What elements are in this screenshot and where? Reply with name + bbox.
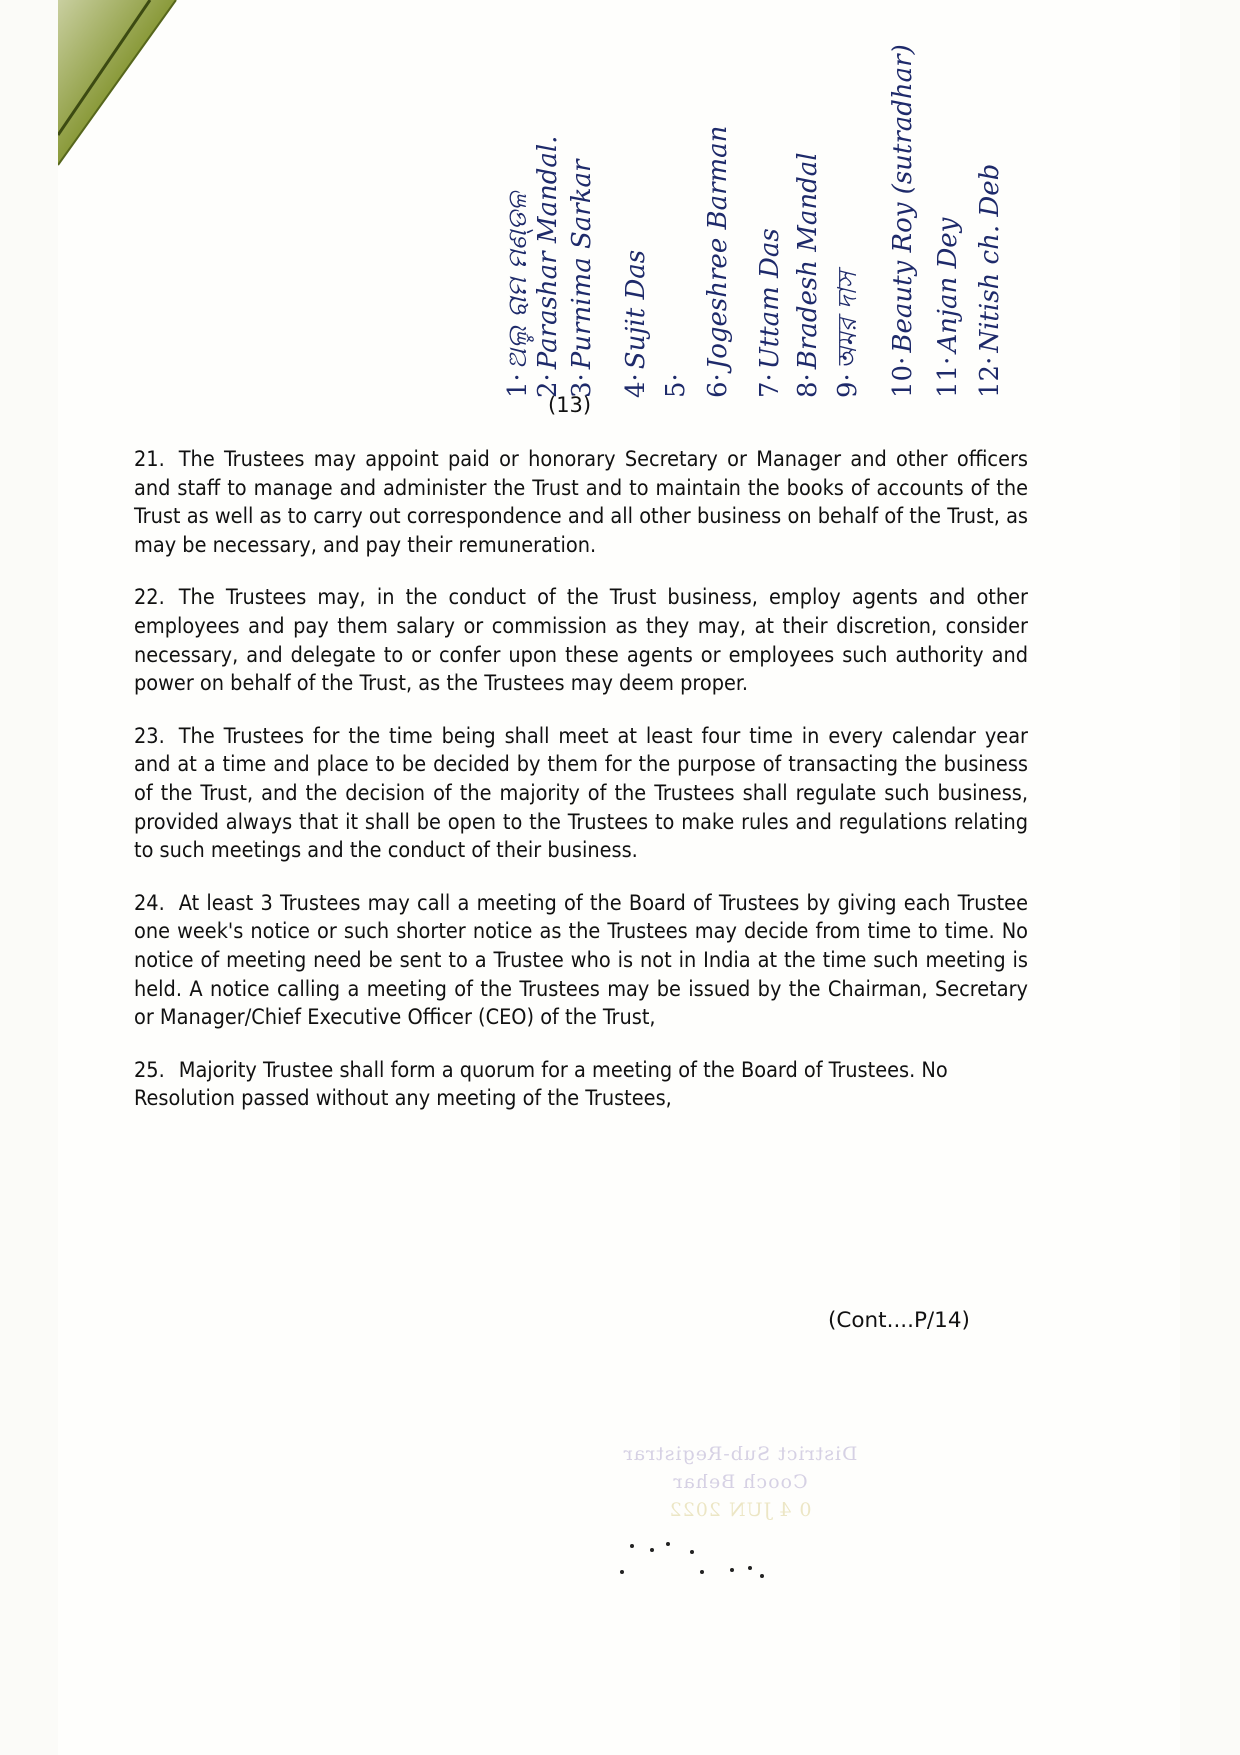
signature-name: Purnima Sarkar	[567, 159, 597, 370]
signature-entry	[533, 136, 563, 398]
signature-name: Nitish ch. Deb	[975, 163, 1005, 353]
clause-number: 23.	[134, 723, 165, 749]
stamp-line-office: District Sub-Registrar	[622, 1443, 858, 1465]
signature-entry	[755, 228, 785, 398]
signature-name: Sujit Das	[621, 249, 651, 370]
signature-number: 11·	[933, 356, 963, 398]
ink-speck	[760, 1574, 764, 1578]
signature-entry	[933, 218, 963, 398]
signature-entry	[975, 164, 1005, 398]
signature-number: 7·	[755, 373, 785, 398]
ink-speck	[730, 1568, 734, 1572]
document-body	[134, 446, 1028, 1138]
stamp-line-date: 0 4 JUN 2022	[668, 1499, 812, 1521]
signature-number: 8·	[793, 373, 823, 398]
signature-entry	[833, 271, 863, 398]
page-number: (13)	[548, 393, 592, 417]
signature-entry	[888, 44, 918, 398]
registrar-stamp	[590, 1440, 890, 1524]
ink-speck	[666, 1542, 670, 1546]
clause-number: 25.	[134, 1057, 165, 1083]
signature-entry	[567, 160, 597, 398]
clause-text: At least 3 Trustees may call a meeting of the Board of Trustees by giving each Trustee one week's notice or such shorter notice as the Trustees may decide from time to time. No notice of meeting need be sent to a Trustee who is not in India at the time such meeting is held. A notice calling a meeting of the Trustees may be issued by the Chairman, Secretary or Manager/Chief Executive Officer (CEO) of the Trust,	[134, 890, 1028, 1031]
clause-text: The Trustees for the time being shall meet at least four time in every calendar year and at a time and place to be decided by them for the purpose of transacting the business of the Trust, and the decision of the majority of the Trustees shall regulate such business, provided always that it shall be open to the Trustees to make rules and regulations relating to such meetings and the conduct of their business.	[134, 723, 1028, 864]
clause-number: 21.	[134, 447, 165, 472]
signature-name: Beauty Roy (sutradhar)	[888, 44, 918, 353]
signature-number: 10·	[888, 356, 918, 398]
trustee-signatures	[505, 28, 1185, 398]
signature-entry	[793, 152, 823, 398]
stamp-line-place: Cooch Behar	[672, 1471, 808, 1493]
clause-24	[134, 890, 1028, 1033]
clause-text: The Trustees may appoint paid or honorary Secretary or Manager and other officers and staff to manage and administer the Trust and to maintain the books of accounts of the Trust as well as to carry out correspondence and all other business on behalf of the Trust, as may be necessary, and pay their remuneration.	[134, 447, 1028, 558]
clause-number: 22.	[134, 585, 165, 611]
ink-speck	[620, 1570, 624, 1574]
scan-margin-left	[0, 0, 60, 1755]
signature-name: Bradesh Mandal	[793, 152, 823, 370]
clause-21	[134, 446, 1028, 560]
signature-number: 12·	[975, 356, 1005, 398]
clause-text: The Trustees may, in the conduct of the Trust business, employ agents and other employees and pay them salary or commission as they may, at their discretion, consider necessary, and delegate to or confer upon these agents or employees such authority and power on behalf of the Trust, as the Trustees may deem proper.	[134, 585, 1028, 697]
signature-number: 5·	[661, 373, 691, 398]
ink-speck	[690, 1550, 694, 1554]
signature-entry	[621, 250, 651, 398]
signature-name: Uttam Das	[755, 228, 785, 370]
clause-22	[134, 584, 1028, 698]
signature-number: 6·	[703, 373, 733, 398]
clause-number: 24.	[134, 890, 165, 916]
folder-corner	[58, 0, 188, 170]
signature-entry	[703, 126, 733, 398]
clause-text: Majority Trustee shall form a quorum for a meeting of the Board of Trustees. No Resolution passed without any meeting of the Trustees,	[134, 1057, 948, 1112]
signature-number: 1·	[503, 373, 533, 398]
ink-speck	[748, 1566, 752, 1570]
ink-speck	[650, 1548, 654, 1552]
signature-name: ଅଲୁ ରାମ ମଣ୍ଡଳ	[503, 192, 533, 370]
signature-name: Anjan Dey	[933, 217, 963, 353]
ink-speck	[630, 1544, 634, 1548]
signature-name: Jogeshree Barman	[703, 125, 733, 370]
ink-specks	[620, 1540, 790, 1600]
signature-number: 4·	[621, 373, 651, 398]
signature-entry	[503, 192, 533, 398]
scan-margin-right	[1180, 0, 1240, 1755]
continuation-note: (Cont....P/14)	[828, 1308, 970, 1333]
signature-number: 3·	[567, 373, 597, 398]
signature-entry	[661, 369, 691, 398]
signature-number: 9·	[833, 373, 863, 398]
clause-25	[134, 1057, 1028, 1114]
ink-speck	[700, 1570, 704, 1574]
signature-name: Parashar Mandal.	[533, 135, 563, 370]
clause-23	[134, 723, 1028, 866]
signature-number: 2·	[533, 373, 563, 398]
signature-name: অমর দাস	[833, 271, 863, 370]
